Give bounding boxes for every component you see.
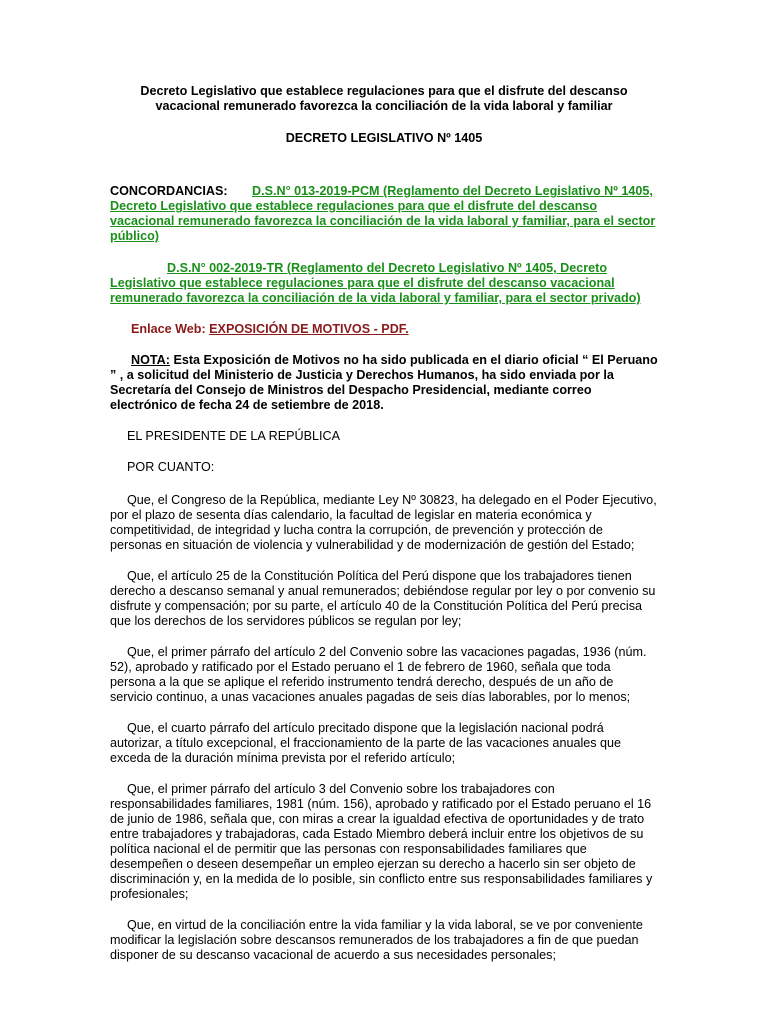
exposicion-motivos-link[interactable]: EXPOSICIÓN DE MOTIVOS - PDF. bbox=[209, 322, 409, 336]
considerando-paragraph: Que, en virtud de la conciliación entre la vida familiar y la vida laboral, se ve por conveniente modificar la legislación sobre descansos remunerados de los trabajadores a fin de que puedan disponer de su descanso vacacional de acuerdo a sus necesidades personales; bbox=[110, 918, 643, 962]
concordancias-block-2 bbox=[110, 261, 658, 306]
document-title: Decreto Legislativo que establece regulaciones para que el disfrute del descanso vacacional remunerado favorezca la conciliación de la vida laboral y familiar bbox=[140, 84, 628, 113]
nota-block bbox=[110, 353, 658, 413]
nota-label: NOTA: bbox=[131, 353, 170, 367]
document-page bbox=[110, 84, 658, 963]
concordancias-label: CONCORDANCIAS: bbox=[110, 184, 228, 198]
por-cuanto-heading: POR CUANTO: bbox=[127, 460, 215, 474]
president-heading: EL PRESIDENTE DE LA REPÚBLICA bbox=[127, 429, 340, 443]
considerando-paragraph: Que, el primer párrafo del artículo 2 del Convenio sobre las vacaciones pagadas, 1936 (núm. 52), aprobado y ratificado por el Estado peruano el 1 de febrero de 1960, señala que toda persona a la que se aplique el referido instrumento tendrá derecho, después de un año de servicio continuo, a unas vacaciones anuales pagadas de seis días laborables, por lo menos; bbox=[110, 645, 647, 704]
nota-text: Esta Exposición de Motivos no ha sido publicada en el diario oficial “ El Peruano ” , a solicitud del Ministerio de Justicia y Derechos Humanos, ha sido enviada por la Secretaría del Consejo de Ministros del Despacho Presidencial, mediante correo electrónico de fecha 24 de setiembre de 2018. bbox=[110, 353, 658, 412]
concordancia-link-pcm[interactable]: D.S.N° 013-2019-PCM (Reglamento del Decreto Legislativo Nº 1405, Decreto Legislativo que establece regulaciones para que el disfrute del descanso vacacional remunerado favorezca la conciliación de la vida laboral y familiar, para el sector público) bbox=[110, 184, 656, 243]
web-link-label: Enlace Web: bbox=[131, 322, 206, 336]
concordancias-block bbox=[110, 184, 658, 244]
considerando-paragraph: Que, el Congreso de la República, mediante Ley Nº 30823, ha delegado en el Poder Ejecutivo, por el plazo de sesenta días calendario, la facultad de legislar en materia económica y competitividad, de integridad y lucha contra la corrupción, de prevención y protección de personas en situación de violencia y vulnerabilidad y de modernización de gestión del Estado; bbox=[110, 493, 657, 552]
decree-number: DECRETO LEGISLATIVO Nº 1405 bbox=[285, 131, 483, 145]
considerando-paragraph: Que, el cuarto párrafo del artículo precitado dispone que la legislación nacional podrá autorizar, a título excepcional, el fraccionamiento de la parte de las vacaciones anuales que exceda de la duración mínima prevista por el referido artículo; bbox=[110, 721, 622, 765]
web-link-row bbox=[131, 322, 658, 337]
considerando-paragraph: Que, el artículo 25 de la Constitución Política del Perú dispone que los trabajadores tienen derecho a descanso semanal y anual remunerados; debiéndose regular por ley o por convenio su disfrute y compensación; por su parte, el artículo 40 de la Constitución Política del Perú precisa que los derechos de los servidores públicos se regulan por ley; bbox=[110, 569, 656, 628]
considerando-paragraph: Que, el primer párrafo del artículo 3 del Convenio sobre los trabajadores con responsabilidades familiares, 1981 (núm. 156), aprobado y ratificado por el Estado peruano el 16 de junio de 1986, señala que, con miras a crear la igualdad efectiva de oportunidades y de trato entre trabajadores y trabajadoras, cada Estado Miembro deberá incluir entre los objetivos de su política nacional el de permitir que las personas con responsabilidades familiares que desempeñen o deseen desempeñar un empleo ejerzan su derecho a hacerlo sin ser objeto de discriminación y, en la medida de lo posible, sin conflicto entre sus responsabilidades familiares y profesionales; bbox=[110, 782, 653, 901]
concordancia-link-tr[interactable]: D.S.N° 002-2019-TR (Reglamento del Decreto Legislativo Nº 1405, Decreto Legislativo que establece regulaciones para que el disfrute del descanso vacacional remunerado favorezca la conciliación de la vida laboral y familiar, para el sector privado) bbox=[110, 261, 641, 305]
